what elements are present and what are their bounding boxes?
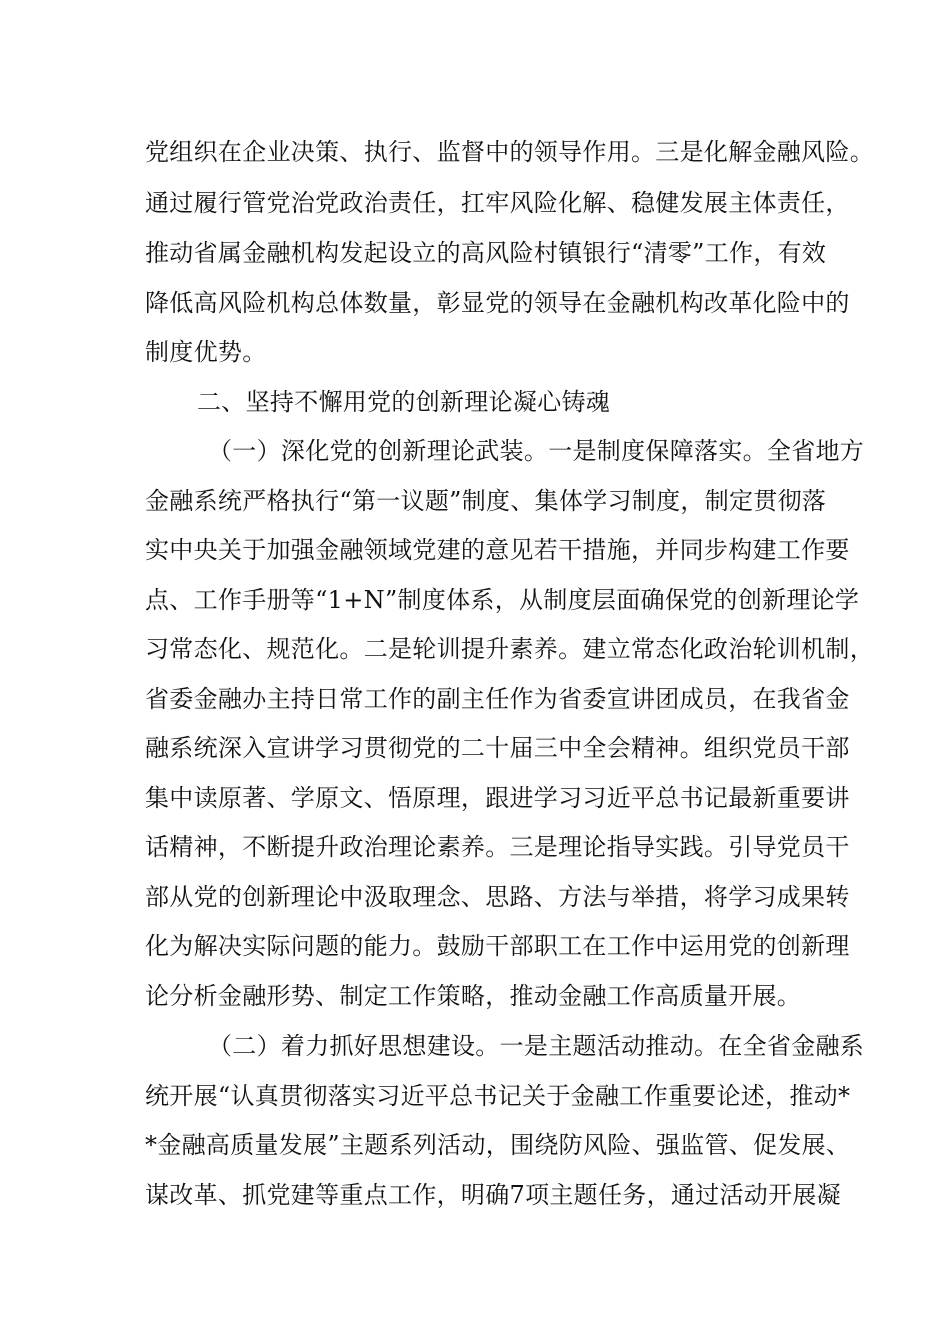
paragraph-start-line: （二）着力抓好思想建设。一是主题活动推动。在全省金融系 <box>208 1032 865 1060</box>
text-line: 统开展“认真贯彻落实习近平总书记关于金融工作重要论述，推动* <box>145 1082 851 1110</box>
text-line: *金融高质量发展”主题系列活动，围绕防风险、强监管、促发展、 <box>145 1131 851 1159</box>
text-line: 省委金融办主持日常工作的副主任作为省委宣讲团成员，在我省金 <box>145 685 850 713</box>
text-line: 论分析金融形势、制定工作策略，推动金融工作高质量开展。 <box>145 982 802 1010</box>
text-line: 话精神，不断提升政治理论素养。三是理论指导实践。引导党员干 <box>145 833 850 861</box>
text-line: 金融系统严格执行“第一议题”制度、集体学习制度，制定贯彻落 <box>145 487 827 515</box>
text-line: 部从党的创新理论中汲取理念、思路、方法与举措，将学习成果转 <box>145 883 850 911</box>
text-line: 习常态化、规范化。二是轮训提升素养。建立常态化政治轮训机制， <box>145 635 874 663</box>
text-line: 实中央关于加强金融领域党建的意见若干措施，并同步构建工作要 <box>145 536 850 564</box>
text-line: 化为解决实际问题的能力。鼓励干部职工在工作中运用党的创新理 <box>145 932 850 960</box>
text-line: 通过履行管党治党政治责任，扛牢风险化解、稳健发展主体责任， <box>145 189 850 217</box>
text-line: 谋改革、抓党建等重点工作，明确7项主题任务，通过活动开展凝 <box>145 1181 841 1209</box>
text-line: 推动省属金融机构发起设立的高风险村镇银行“清零”工作，有效 <box>145 239 827 267</box>
section-heading: 二、坚持不懈用党的创新理论凝心铸魂 <box>197 388 611 416</box>
text-line: 集中读原著、学原文、悟原理，跟进学习习近平总书记最新重要讲 <box>145 784 850 812</box>
text-line: 降低高风险机构总体数量，彰显党的领导在金融机构改革化险中的 <box>145 289 850 317</box>
text-line: 党组织在企业决策、执行、监督中的领导作用。三是化解金融风险。 <box>145 138 874 166</box>
paragraph-start-line: （一）深化党的创新理论武装。一是制度保障落实。全省地方 <box>208 437 865 465</box>
text-line: 点、工作手册等“1+N”制度体系，从制度层面确保党的创新理论学 <box>145 586 860 614</box>
text-line: 融系统深入宣讲学习贯彻党的二十届三中全会精神。组织党员干部 <box>145 734 850 762</box>
text-line: 制度优势。 <box>145 338 267 366</box>
